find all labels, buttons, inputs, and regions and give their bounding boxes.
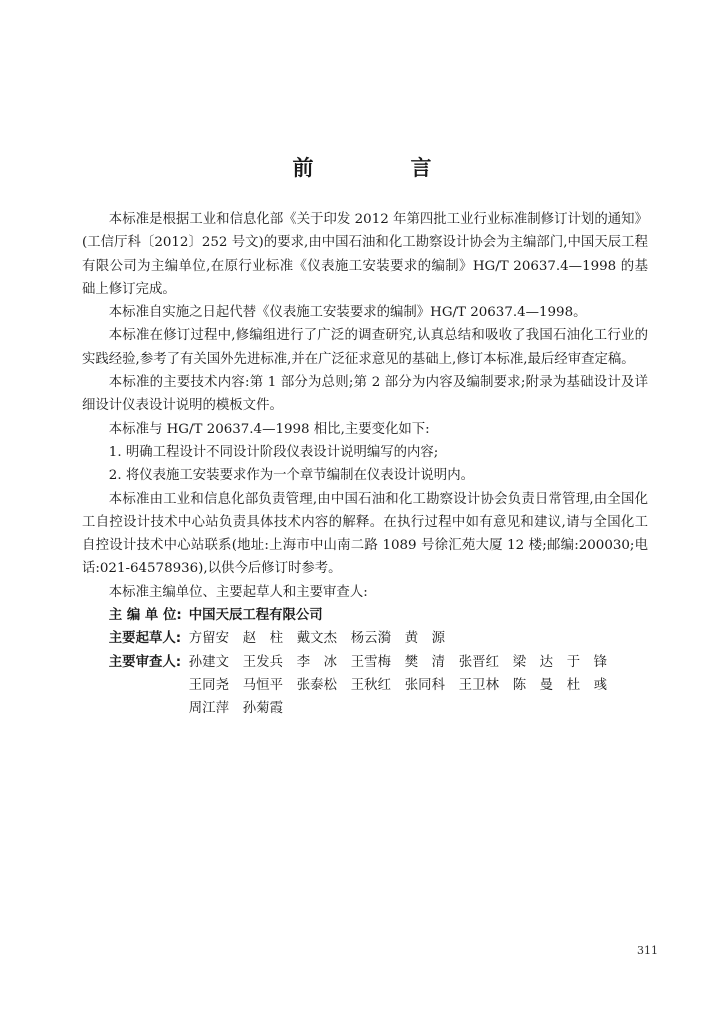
reviewer-name: 樊 清	[404, 654, 445, 670]
page-number: 311	[637, 944, 658, 957]
preface-content	[82, 208, 648, 721]
drafters-row	[82, 627, 648, 650]
reviewer-name: 张泰松	[296, 677, 337, 693]
drafter-name: 赵 柱	[242, 631, 283, 647]
paragraph-contributors-intro: 本标准主编单位、主要起草人和主要审查人:	[108, 584, 368, 600]
reviewer-name: 张晋红	[458, 654, 499, 670]
paragraph-main-content: 本标准的主要技术内容:第 1 部分为总则;第 2 部分为内容及编制要求;附录为基础设计及详细设计仪表设计说明的模板文件。	[82, 375, 648, 414]
reviewer-name: 王秋红	[350, 677, 391, 693]
reviewer-name: 杜 彧	[566, 677, 607, 693]
change-item-2: 2. 将仪表施工安装要求作为一个章节编制在仪表设计说明内。	[108, 468, 474, 484]
reviewer-name: 王同尧	[188, 677, 229, 693]
editor-unit-value: 中国天辰工程有限公司	[188, 608, 323, 624]
reviewer-name: 王雪梅	[350, 654, 391, 670]
paragraph-replacement: 本标准自实施之日起代替《仪表施工安装要求的编制》HG/T 20637.4—1998。	[108, 305, 587, 321]
reviewer-name: 王发兵	[242, 654, 283, 670]
drafter-name: 方留安	[188, 631, 229, 647]
drafter-name: 黄 源	[404, 631, 445, 647]
paragraph-origin: 本标准是根据工业和信息化部《关于印发 2012 年第四批工业行业标准制修订计划的通知》(工信厅科〔2012〕252 号文)的要求,由中国石油和化工勘察设计协会为主编部门,中国天辰工程有限公司为主编单位,在原行业标准《仪表施工安装要求的编制》HG/T 20637.4—1998 的基础上修订完成。	[82, 212, 648, 297]
reviewer-name: 孙建文	[188, 654, 229, 670]
drafter-name: 戴文杰	[296, 631, 337, 647]
reviewers-names	[189, 651, 648, 721]
paragraph-management: 本标准由工业和信息化部负责管理,由中国石油和化工勘察设计协会负责日常管理,由全国化工自控设计技术中心站负责具体技术内容的解释。在执行过程中如有意见和建议,请与全国化工自控设计技术中心站联系(地址:上海市中山南二路 1089 号徐汇苑大厦 12 楼;邮编:200030;电话:021-64578936),以供今后修订时参考。	[82, 491, 648, 577]
editor-unit-label: 主 编 单 位:	[108, 608, 182, 624]
reviewer-name: 周江萍	[188, 701, 229, 717]
paragraph-changes-intro: 本标准与 HG/T 20637.4—1998 相比,主要变化如下:	[108, 421, 430, 437]
reviewers-label: 主要审查人:	[108, 654, 182, 670]
reviewer-name: 张同科	[404, 677, 445, 693]
drafters-names	[189, 627, 648, 650]
reviewer-name: 陈 曼	[512, 677, 553, 693]
paragraph-revision: 本标准在修订过程中,修编组进行了广泛的调查研究,认真总结和吸收了我国石油化工行业的实践经验,参考了有关国外先进标准,并在广泛征求意见的基础上,修订本标准,最后经审查定稿。	[82, 328, 648, 367]
reviewer-name: 梁 达	[512, 654, 553, 670]
reviewer-name: 于 锋	[566, 654, 607, 670]
editor-unit-row	[82, 604, 648, 627]
reviewer-name: 孙菊霞	[242, 701, 283, 717]
reviewer-name: 马恒平	[242, 677, 283, 693]
change-item-1: 1. 明确工程设计不同设计阶段仪表设计说明编写的内容;	[108, 444, 439, 460]
drafter-name: 杨云漪	[350, 631, 391, 647]
reviewer-name: 李 冰	[296, 654, 337, 670]
page-title: 前 言	[292, 156, 470, 180]
reviewer-name: 王卫林	[458, 677, 499, 693]
drafters-label: 主要起草人:	[108, 631, 182, 647]
reviewers-row	[82, 651, 648, 721]
